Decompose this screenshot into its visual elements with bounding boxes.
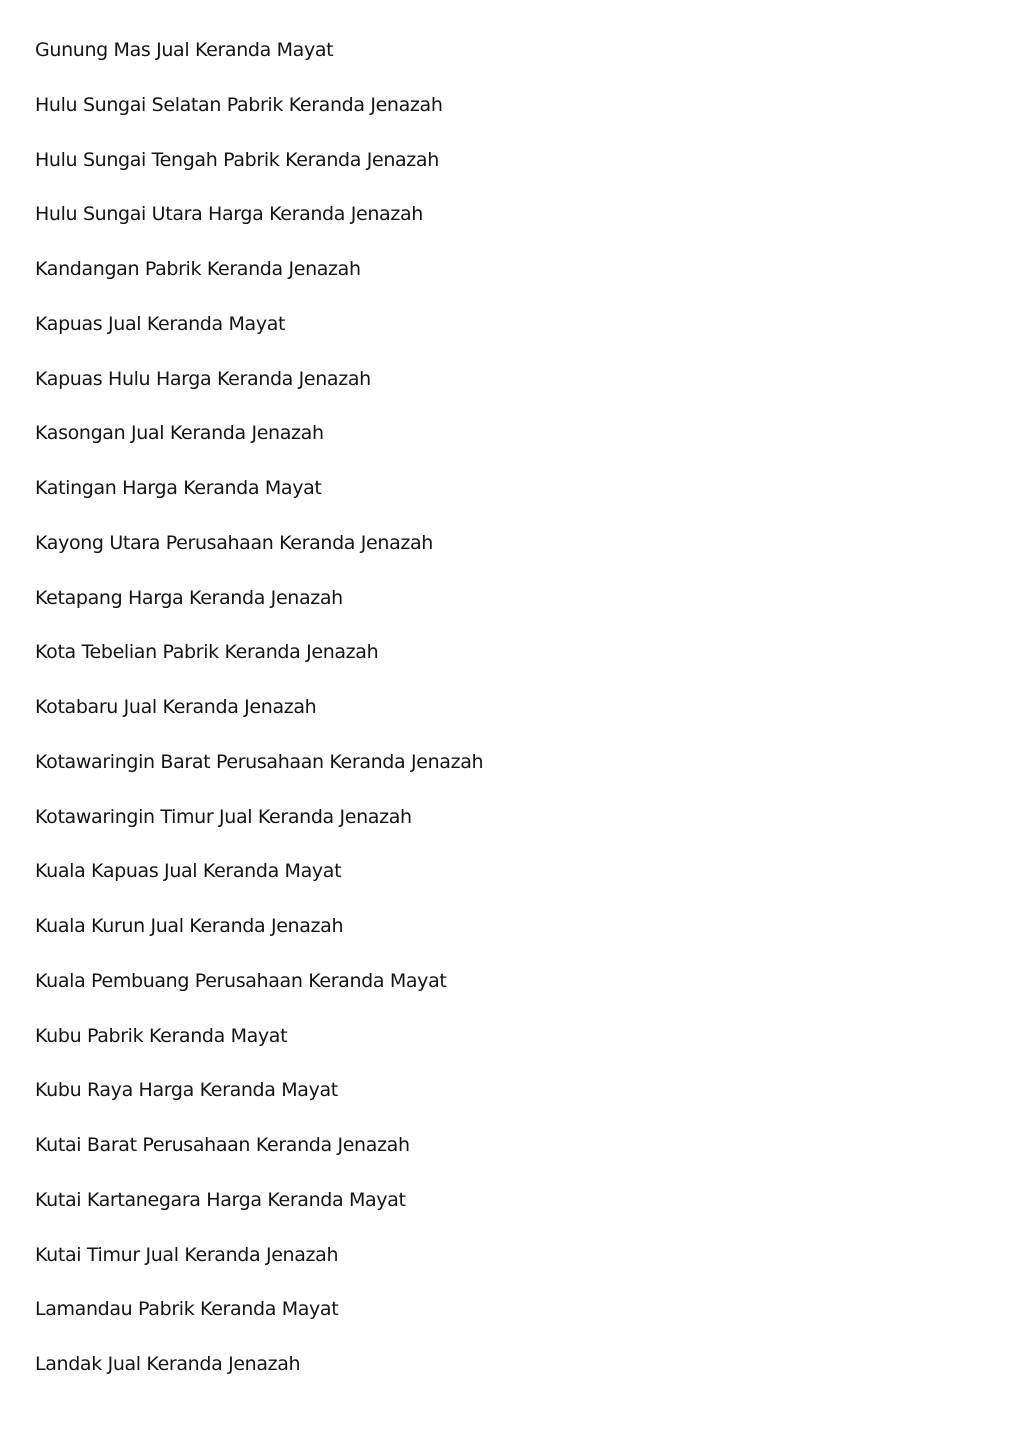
list-item: Katingan Harga Keranda Mayat	[35, 477, 322, 499]
list-item: Hulu Sungai Utara Harga Keranda Jenazah	[35, 203, 423, 226]
list-item: Kandangan Pabrik Keranda Jenazah	[35, 258, 361, 280]
list-item: Kapuas Hulu Harga Keranda Jenazah	[35, 367, 371, 390]
list-item: Kutai Kartanegara Harga Keranda Mayat	[35, 1188, 406, 1211]
entry-list	[35, 37, 483, 1406]
list-item: Kutai Barat Perusahaan Keranda Jenazah	[35, 1134, 410, 1156]
list-item: Ketapang Harga Keranda Jenazah	[35, 586, 343, 609]
list-item: Kapuas Jual Keranda Mayat	[35, 312, 286, 335]
list-item: Kota Tebelian Pabrik Keranda Jenazah	[35, 641, 379, 664]
list-item: Kubu Pabrik Keranda Mayat	[35, 1024, 288, 1047]
list-item: Kuala Kapuas Jual Keranda Mayat	[35, 860, 342, 883]
list-item: Lamandau Pabrik Keranda Mayat	[35, 1298, 339, 1321]
list-item: Kotabaru Jual Keranda Jenazah	[35, 696, 317, 718]
list-item: Kubu Raya Harga Keranda Mayat	[35, 1079, 338, 1102]
list-item: Hulu Sungai Tengah Pabrik Keranda Jenazah	[35, 148, 439, 171]
list-item: Gunung Mas Jual Keranda Mayat	[35, 39, 334, 61]
list-item: Kayong Utara Perusahaan Keranda Jenazah	[35, 531, 433, 554]
list-item: Kasongan Jual Keranda Jenazah	[35, 422, 324, 445]
list-item: Landak Jual Keranda Jenazah	[35, 1353, 301, 1375]
list-item: Kotawaringin Barat Perusahaan Keranda Jenazah	[35, 750, 484, 773]
list-item: Kuala Kurun Jual Keranda Jenazah	[35, 915, 344, 937]
list-item: Kotawaringin Timur Jual Keranda Jenazah	[35, 805, 412, 828]
list-item: Kutai Timur Jual Keranda Jenazah	[35, 1243, 339, 1266]
list-item: Hulu Sungai Selatan Pabrik Keranda Jenazah	[35, 93, 443, 116]
list-item: Kuala Pembuang Perusahaan Keranda Mayat	[35, 969, 447, 992]
